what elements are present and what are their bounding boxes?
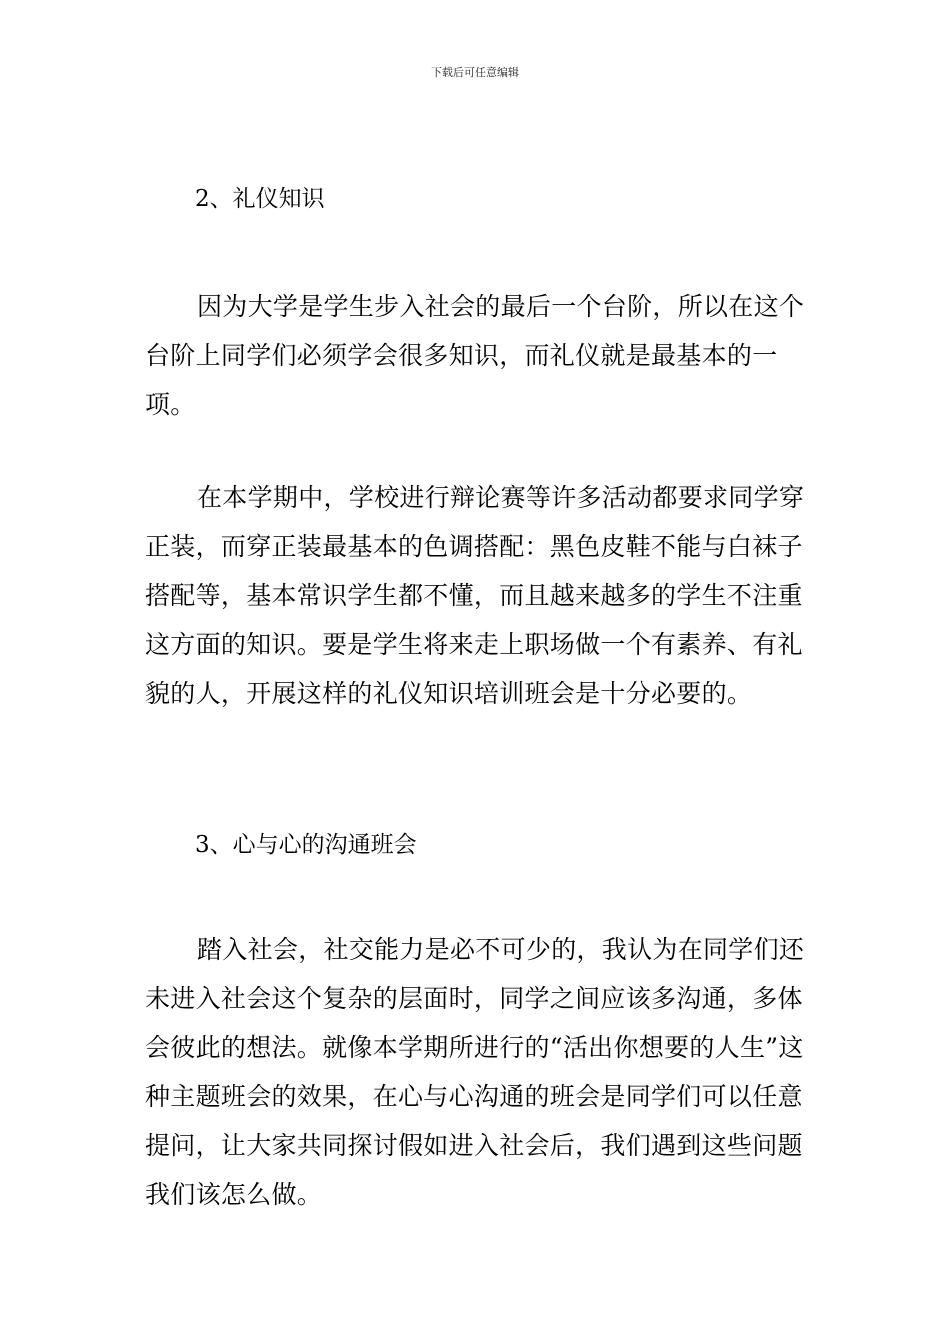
paragraph-etiquette-intro: 因为大学是学生步入社会的最后一个台阶，所以在这个台阶上同学们必须学会很多知识，而礼仪就是最基本的一项。 [145,292,805,419]
section-heading-etiquette: 2、礼仪知识 [195,186,325,212]
section-heading-communication: 3、心与心的沟通班会 [195,832,417,858]
page-header: 下载后可任意编辑 [431,66,519,79]
paragraph-etiquette-detail: 在本学期中，学校进行辩论赛等许多活动都要求同学穿正装，而穿正装最基本的色调搭配：黑色皮鞋不能与白袜子搭配等，基本常识学生都不懂，而且越来越多的学生不注重这方面的知识。要是学生将来走上职场做一个有素养、有礼貌的人，开展这样的礼仪知识培训班会是十分必要的。 [145,483,805,708]
paragraph-communication: 踏入社会，社交能力是必不可少的，我认为在同学们还未进入社会这个复杂的层面时，同学之间应该多沟通，多体会彼此的想法。就像本学期所进行的“活出你想要的人生”这种主题班会的效果，在心与心沟通的班会是同学们可以任意提问，让大家共同探讨假如进入社会后，我们遇到这些问题我们该怎么做。 [145,935,805,1209]
